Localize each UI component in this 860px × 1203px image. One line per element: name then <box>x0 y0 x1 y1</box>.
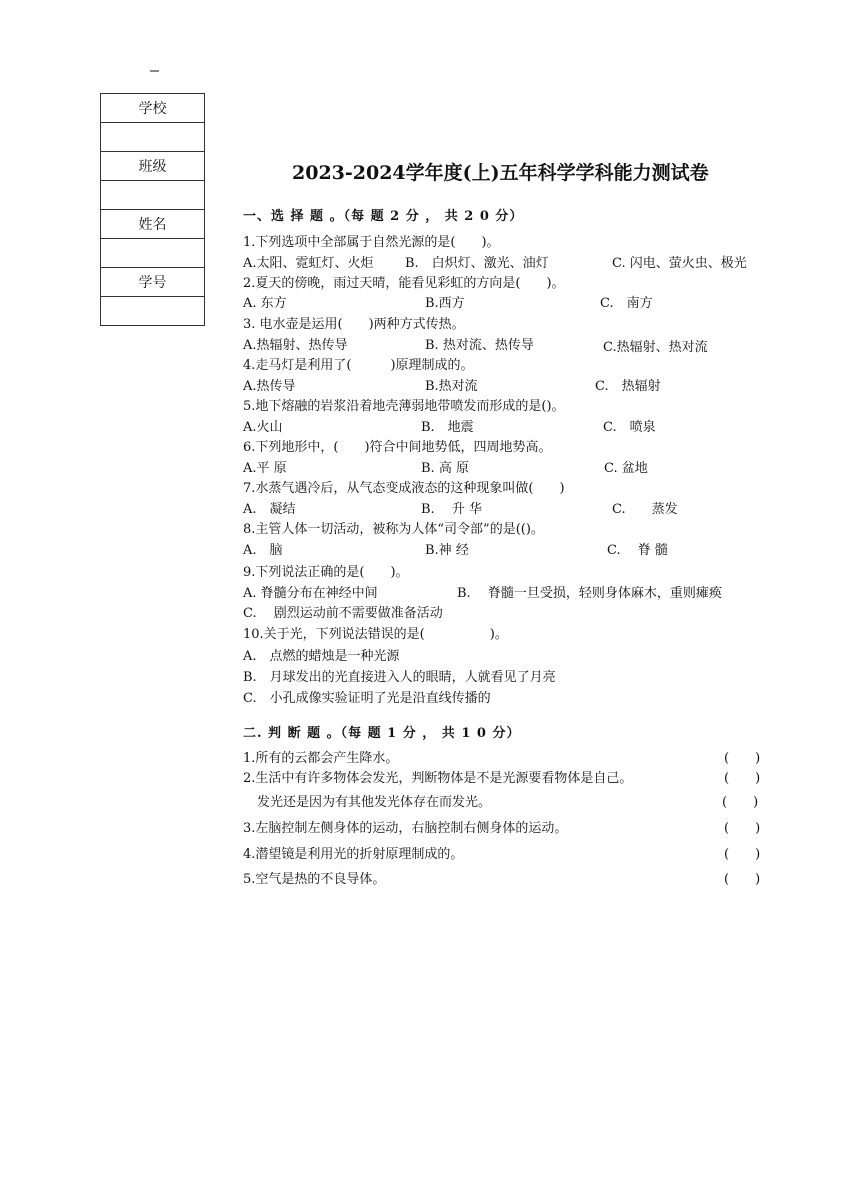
q7-option-b: B. 升 华 <box>421 502 482 517</box>
top-dash-mark <box>150 70 159 72</box>
q1-option-b: B. 白炽灯、激光、油灯 <box>405 256 549 271</box>
judge-item-3: 3.左脑控制左侧身体的运动，右脑控制右侧身体的运动。 <box>243 821 568 836</box>
question-7: 7.水蒸气遇冷后，从气态变成液态的这种现象叫做( ) <box>243 481 565 496</box>
info-label-class: 班级 <box>101 152 205 181</box>
q9-option-b: B. 脊髓一旦受损，轻则身体麻木，重则瘫痪 <box>457 586 722 601</box>
judge-answer-3[interactable]: ( ) <box>724 821 761 836</box>
q2-option-c: C. 南方 <box>600 296 653 311</box>
section2-heading: 二. 判 断 题 。（每 题 1 分 ， 共 1 0 分） <box>243 726 521 741</box>
q9-option-a: A. 脊髓分布在神经中间 <box>243 586 378 601</box>
q8-option-b: B.神 经 <box>425 543 469 558</box>
q10-option-b: B. 月球发出的光直接进入人的眼睛，人就看见了月亮 <box>243 670 556 685</box>
q5-option-c: C. 喷泉 <box>603 420 656 435</box>
q10-option-a: A. 点燃的蜡烛是一种光源 <box>243 649 400 664</box>
question-1: 1.下列选项中全部属于自然光源的是( )。 <box>243 235 500 250</box>
q1-option-c: C. 闪电、萤火虫、极光 <box>612 256 747 271</box>
info-blank-school[interactable] <box>101 123 205 152</box>
judge-item-4: 4.潜望镜是利用光的折射原理制成的。 <box>243 847 464 862</box>
q10-option-c: C. 小孔成像实验证明了光是沿直线传播的 <box>243 691 491 706</box>
question-3: 3. 电水壶是运用( )两种方式传热。 <box>243 317 465 332</box>
q3-option-c: C.热辐射、热对流 <box>603 340 708 355</box>
judge-item-2: 2.生活中有许多物体会发光，判断物体是不是光源要看物体是自己。 <box>243 771 633 786</box>
q4-option-b: B.热对流 <box>425 379 478 394</box>
question-9: 9.下列说法正确的是( )。 <box>243 565 409 580</box>
judge-answer-1[interactable]: ( ) <box>724 751 761 766</box>
q4-option-c: C. 热辐射 <box>595 379 661 394</box>
judge-answer-4[interactable]: ( ) <box>724 847 761 862</box>
question-4: 4.走马灯是利用了( )原理制成的。 <box>243 358 474 373</box>
judge-item-1: 1.所有的云都会产生降水。 <box>243 751 399 766</box>
q5-option-a: A.火山 <box>243 420 283 435</box>
q6-option-b: B. 高 原 <box>421 461 469 476</box>
question-2: 2.夏天的傍晚，雨过天晴，能看见彩虹的方向是( )。 <box>243 276 565 291</box>
q4-option-a: A.热传导 <box>243 379 296 394</box>
question-5: 5.地下熔融的岩浆沿着地壳薄弱地带喷发而形成的是()。 <box>243 399 565 414</box>
q2-option-b: B.西方 <box>425 296 465 311</box>
info-label-id: 学号 <box>101 268 205 297</box>
judge-answer-5[interactable]: ( ) <box>724 872 761 887</box>
q3-option-a: A.热辐射、热传导 <box>243 338 348 353</box>
q7-option-c: C. 蒸发 <box>612 502 678 517</box>
exam-title: 2023-2024学年度(上)五年科学学科能力测试卷 <box>292 162 709 184</box>
judge-answer-2a[interactable]: ( ) <box>724 771 761 786</box>
q8-option-c: C. 脊 髓 <box>607 543 668 558</box>
question-8: 8.主管人体一切活动，被称为人体“司令部”的是(()。 <box>243 522 544 537</box>
info-label-school: 学校 <box>101 94 205 123</box>
info-blank-name[interactable] <box>101 239 205 268</box>
q7-option-a: A. 凝结 <box>243 502 296 517</box>
q5-option-b: B. 地震 <box>421 420 474 435</box>
q6-option-c: C. 盆地 <box>604 461 648 476</box>
q2-option-a: A. 东方 <box>243 296 287 311</box>
info-blank-class[interactable] <box>101 181 205 210</box>
judge-item-2-cont: 发光还是因为有其他发光体存在而发光。 <box>257 795 492 810</box>
student-info-table <box>100 93 205 326</box>
info-blank-id[interactable] <box>101 297 205 326</box>
question-6: 6.下列地形中，( )符合中间地势低，四周地势高。 <box>243 440 552 455</box>
judge-answer-2b[interactable]: ( ) <box>722 795 759 810</box>
info-label-name: 姓名 <box>101 210 205 239</box>
q3-option-b: B. 热对流、热传导 <box>425 338 534 353</box>
q9-option-c: C. 剧烈运动前不需要做准备活动 <box>243 606 443 621</box>
judge-item-5: 5.空气是热的不良导体。 <box>243 872 386 887</box>
q1-option-a: A.太阳、霓虹灯、火炬 <box>243 256 374 271</box>
q6-option-a: A.平 原 <box>243 461 287 476</box>
q8-option-a: A. 脑 <box>243 543 283 558</box>
question-10: 10.关于光，下列说法错误的是( )。 <box>243 627 508 642</box>
section1-heading: 一、选 择 题 。（每 题 2 分 ， 共 2 0 分） <box>243 209 524 224</box>
